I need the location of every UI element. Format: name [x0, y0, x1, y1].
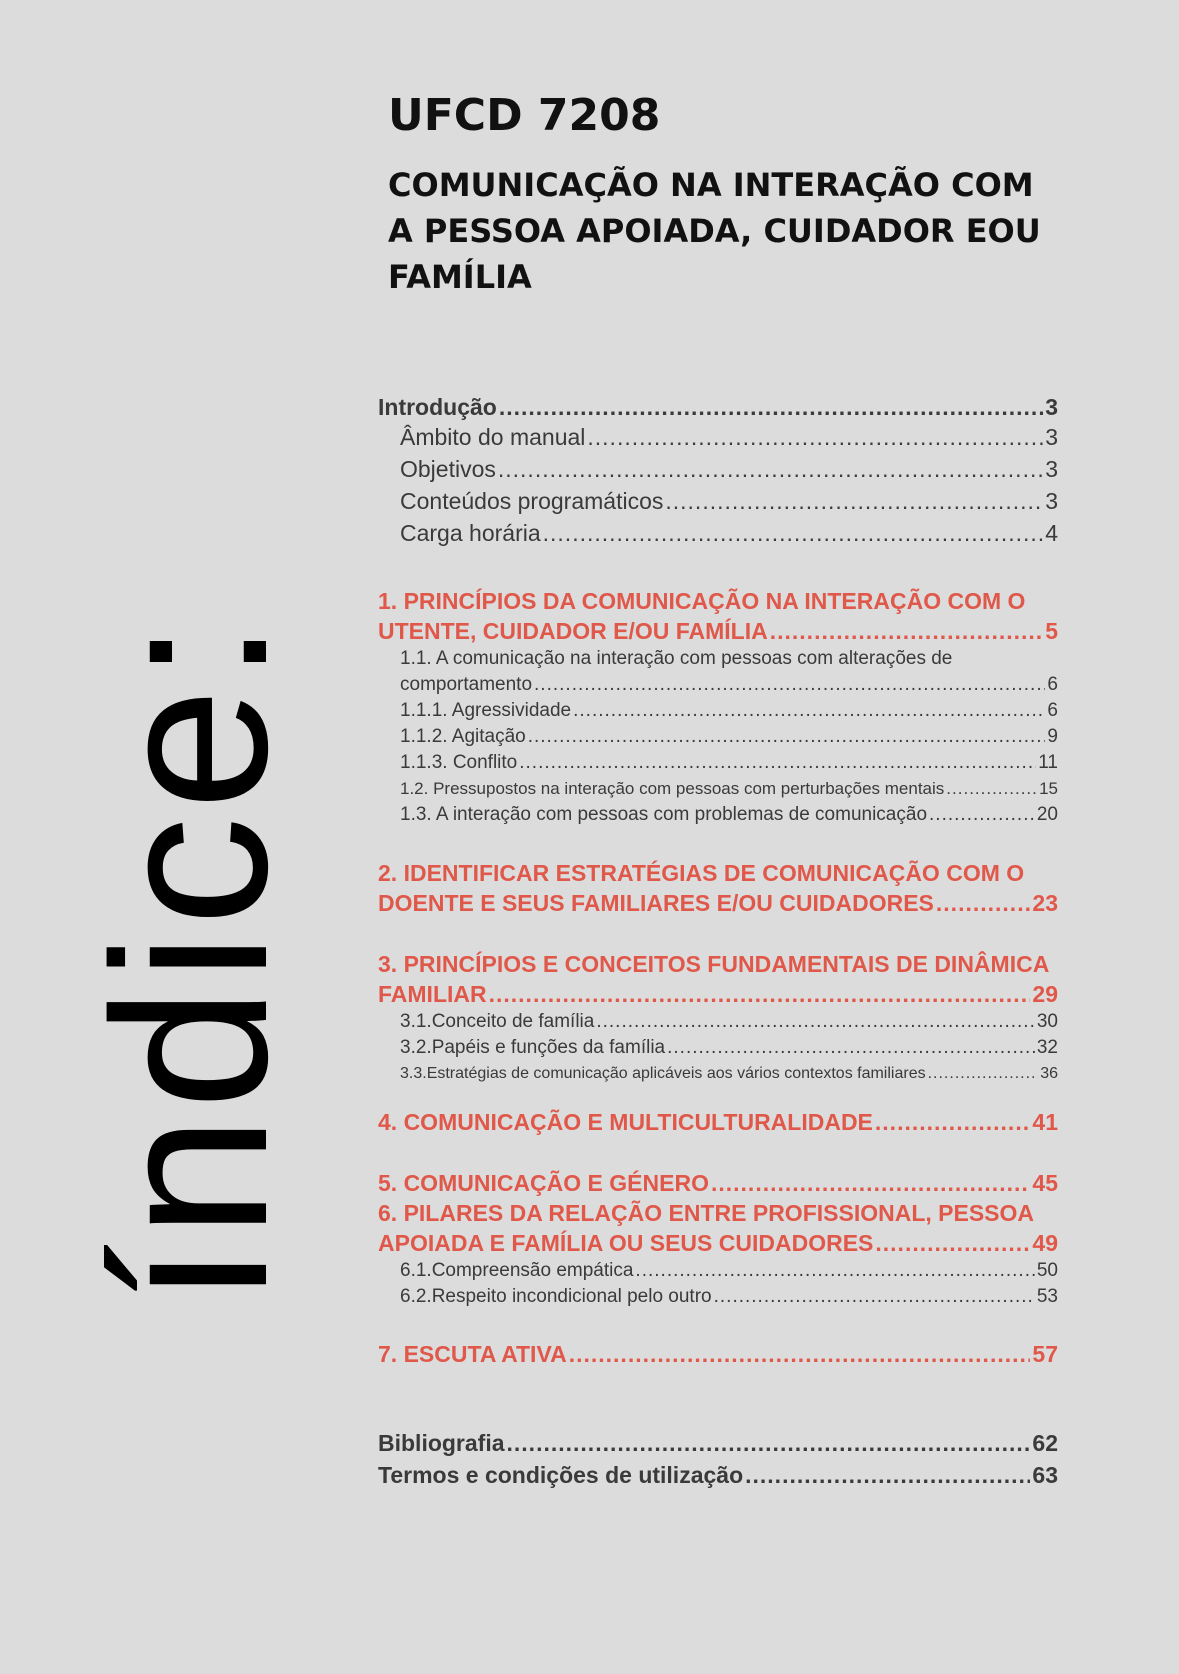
dot-leader: [519, 750, 1036, 776]
toc-page: 63: [1032, 1462, 1058, 1488]
toc-entry-1-1-2[interactable]: [378, 724, 1058, 750]
toc-section-2[interactable]: [378, 888, 1058, 918]
toc-page: 45: [1032, 1170, 1058, 1196]
toc-page: 6: [1047, 700, 1058, 721]
toc-page: 3: [1045, 456, 1058, 482]
dot-leader: [745, 1459, 1030, 1491]
toc-page: 20: [1036, 804, 1058, 825]
dot-leader: [587, 424, 1043, 451]
toc-label: Bibliografia: [378, 1430, 505, 1456]
toc-entry-6-1[interactable]: [378, 1258, 1058, 1284]
toc-label: 1.3. A interação com pessoas com problemas de comunicação: [400, 804, 928, 825]
toc-section-7[interactable]: [378, 1339, 1058, 1369]
toc-label: Objetivos: [400, 456, 496, 482]
toc-page: 23: [1032, 890, 1058, 916]
toc-label: Âmbito do manual: [400, 424, 586, 450]
toc-page: 3: [1045, 424, 1058, 450]
dot-leader: [946, 776, 1037, 802]
dot-leader: [667, 1035, 1035, 1061]
toc-entry-bibliography[interactable]: [378, 1427, 1058, 1459]
toc-page: 62: [1032, 1430, 1058, 1456]
dot-leader: [875, 1107, 1031, 1137]
toc-page: 29: [1032, 981, 1058, 1007]
dot-leader: [875, 1228, 1030, 1258]
toc-label: comportamento: [400, 674, 533, 695]
toc-label: 3.3.Estratégias de comunicação aplicáveis aos vários contextos familiares: [400, 1065, 926, 1082]
toc-entry-terms[interactable]: [378, 1459, 1058, 1491]
dot-leader: [770, 616, 1043, 646]
toc-entry-1-3[interactable]: [378, 802, 1058, 828]
toc-label: 7. ESCUTA ATIVA: [378, 1341, 567, 1367]
toc-entry[interactable]: [378, 520, 1058, 552]
toc-section-1-line1[interactable]: 1. PRINCÍPIOS DA COMUNICAÇÃO NA INTERAÇÃO COM O: [378, 588, 1026, 614]
toc-page: 53: [1036, 1286, 1058, 1307]
toc-section-6[interactable]: [378, 1228, 1058, 1258]
toc-page: 11: [1038, 752, 1058, 773]
toc-label: Introdução: [378, 394, 497, 420]
toc-label: Conteúdos programáticos: [400, 488, 664, 514]
toc-label: 1.1.2. Agitação: [400, 726, 526, 747]
toc-entry[interactable]: [378, 456, 1058, 488]
toc-section-3[interactable]: [378, 979, 1058, 1009]
dot-leader: [499, 394, 1043, 421]
toc-entry-1-1-3[interactable]: [378, 750, 1058, 776]
toc-page: 49: [1032, 1230, 1058, 1256]
dot-leader: [711, 1168, 1030, 1198]
toc-entry-1-2[interactable]: [378, 776, 1058, 802]
toc-page: 30: [1036, 1011, 1058, 1032]
toc-page: 36: [1040, 1065, 1058, 1082]
toc-entry-intro[interactable]: [378, 394, 1058, 424]
toc-section-6-line1[interactable]: 6. PILARES DA RELAÇÃO ENTRE PROFISSIONAL, PESSOA: [378, 1200, 1035, 1226]
dot-leader: [665, 488, 1043, 515]
dot-leader: [714, 1284, 1035, 1310]
dot-leader: [929, 802, 1035, 828]
ufcd-title: COMUNICAÇÃO NA INTERAÇÃO COM A PESSOA APOIADA, CUIDADOR EOU FAMÍLIA: [388, 166, 1041, 297]
toc-section-4[interactable]: [378, 1107, 1058, 1137]
toc-page: 9: [1047, 726, 1058, 747]
toc-label: DOENTE E SEUS FAMILIARES E/OU CUIDADORES: [378, 890, 934, 916]
toc-page: 41: [1032, 1109, 1058, 1135]
dot-leader: [534, 672, 1045, 698]
toc-label: 1.1.3. Conflito: [400, 752, 518, 773]
document-header: [388, 92, 1088, 300]
table-of-contents: [378, 394, 1058, 1491]
dot-leader: [936, 888, 1031, 918]
dot-leader: [596, 1009, 1035, 1035]
toc-page: 3: [1045, 394, 1058, 420]
toc-label: 6.2.Respeito incondicional pelo outro: [400, 1286, 712, 1307]
toc-entry[interactable]: [378, 488, 1058, 520]
toc-entry-3-2[interactable]: [378, 1035, 1058, 1061]
toc-entry-1-1-1[interactable]: [378, 698, 1058, 724]
dot-leader: [569, 1339, 1031, 1369]
ufcd-code: UFCD 7208: [388, 90, 661, 141]
toc-section-1[interactable]: [378, 616, 1058, 646]
toc-label: 1.2. Pressupostos na interação com pessoas com perturbações mentais: [400, 779, 945, 798]
toc-page: 50: [1036, 1260, 1058, 1281]
dot-leader: [928, 1061, 1039, 1087]
toc-label: UTENTE, CUIDADOR E/OU FAMÍLIA: [378, 618, 768, 644]
toc-label: 5. COMUNICAÇÃO E GÉNERO: [378, 1170, 709, 1196]
toc-page: 32: [1036, 1037, 1058, 1058]
toc-entry[interactable]: [378, 424, 1058, 456]
toc-page: 15: [1039, 779, 1058, 798]
dot-leader: [489, 979, 1031, 1009]
toc-page: 4: [1045, 520, 1058, 546]
dot-leader: [498, 456, 1043, 483]
toc-page: 5: [1045, 618, 1058, 644]
toc-label: 3.1.Conceito de família: [400, 1011, 595, 1032]
toc-label: 4. COMUNICAÇÃO E MULTICULTURALIDADE: [378, 1109, 873, 1135]
toc-label: 6.1.Compreensão empática: [400, 1260, 634, 1281]
toc-entry-3-3[interactable]: [378, 1061, 1058, 1087]
toc-entry-1-1-line1[interactable]: 1.1. A comunicação na interação com pessoas com alterações de: [400, 648, 953, 669]
toc-entry-1-1[interactable]: [378, 672, 1058, 698]
toc-label: FAMILIAR: [378, 981, 487, 1007]
toc-page: 57: [1032, 1341, 1058, 1367]
toc-label: 1.1.1. Agressividade: [400, 700, 572, 721]
toc-label: Termos e condições de utilização: [378, 1462, 744, 1488]
toc-section-2-line1[interactable]: 2. IDENTIFICAR ESTRATÉGIAS DE COMUNICAÇÃO COM O: [378, 860, 1025, 886]
toc-entry-6-2[interactable]: [378, 1284, 1058, 1310]
index-vertical-title: índice:: [67, 614, 313, 1306]
dot-leader: [507, 1427, 1031, 1459]
toc-page: 6: [1047, 674, 1058, 695]
toc-page: 3: [1045, 488, 1058, 514]
toc-section-3-line1[interactable]: 3. PRINCÍPIOS E CONCEITOS FUNDAMENTAIS DE DINÂMICA: [378, 951, 1050, 977]
toc-section-5[interactable]: [378, 1168, 1058, 1198]
toc-entry-3-1[interactable]: [378, 1009, 1058, 1035]
dot-leader: [528, 724, 1046, 750]
dot-leader: [543, 520, 1044, 547]
toc-label: Carga horária: [400, 520, 541, 546]
dot-leader: [573, 698, 1045, 724]
dot-leader: [635, 1258, 1034, 1284]
toc-label: 3.2.Papéis e funções da família: [400, 1037, 666, 1058]
toc-label: APOIADA E FAMÍLIA OU SEUS CUIDADORES: [378, 1230, 874, 1256]
